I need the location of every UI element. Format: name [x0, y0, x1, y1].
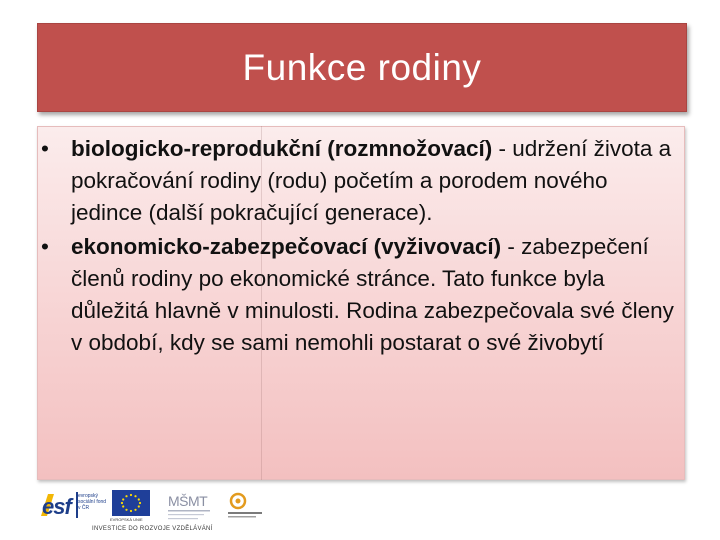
bullet-term: biologicko-reprodukční (rozmnožovací): [71, 136, 493, 161]
bullet-term: ekonomicko-zabezpečovací (vyživovací): [71, 234, 502, 259]
msmt-logo-icon: [164, 488, 214, 524]
bullet-item-biological: [38, 133, 684, 229]
op-vk-logo-icon: [226, 490, 266, 520]
bullet-list: [38, 133, 684, 361]
bullet-item-economic: [38, 231, 684, 359]
bullet-icon: •: [41, 136, 49, 161]
bullet-text: - zabezpečení členů rodiny po ekonomické stránce. Tato funkce byla důležitá hlavně v minulosti. Rodina zabezpečovala své členy v období, kdy se sami nemohli postarat o své živobytí: [71, 234, 674, 355]
eu-logo-caption: EVROPSKÁ UNIE: [110, 517, 143, 522]
bullet-text: - udržení života a pokračování rodiny (rodu) početím a porodem nového jedince (další pokračující generace).: [71, 136, 672, 225]
footer-logos: [40, 488, 280, 538]
bullet-icon: •: [41, 234, 49, 259]
msmt-logo-graphic: [164, 488, 214, 524]
esf-logo-text: esf: [42, 494, 71, 519]
slide-content-box: [37, 126, 685, 480]
slide-title-box: [37, 23, 687, 112]
eu-flag-graphic: [112, 490, 150, 516]
svg-text:MŠMT: MŠMT: [168, 493, 208, 509]
content-divider: [261, 126, 262, 480]
footer-tagline: INVESTICE DO ROZVOJE VZDĚLÁVÁNÍ: [92, 526, 213, 532]
esf-logo-icon: [40, 488, 106, 524]
eu-flag-icon: [112, 490, 150, 516]
op-vk-logo-graphic: [226, 490, 266, 520]
esf-logo-subtext: evropský sociální fond v ČR: [78, 493, 107, 511]
slide-title: Funkce rodiny: [242, 46, 482, 88]
